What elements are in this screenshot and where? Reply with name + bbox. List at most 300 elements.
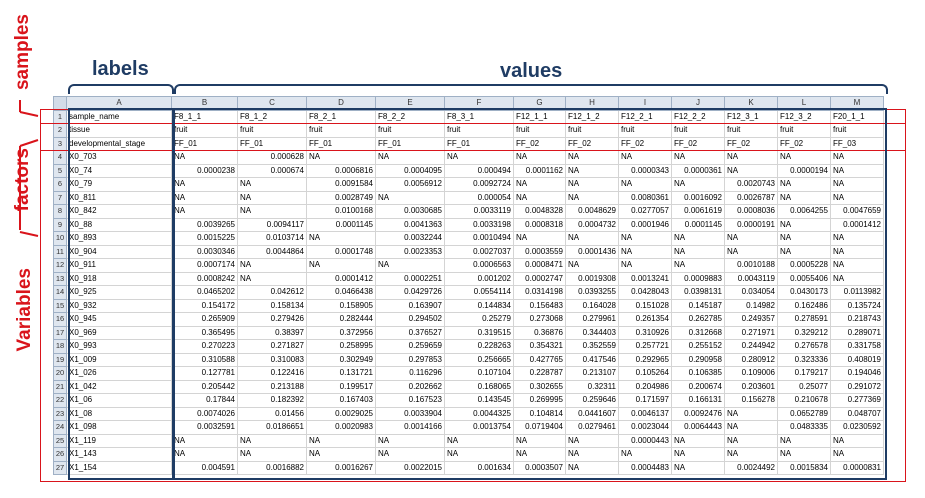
value-cell[interactable]: 0.319515: [445, 326, 514, 340]
value-cell[interactable]: 0.182392: [238, 394, 307, 408]
value-cell[interactable]: 0.004591: [172, 461, 238, 475]
row-label-cell[interactable]: X1_154: [67, 461, 172, 475]
value-cell[interactable]: NA: [514, 178, 566, 192]
value-cell[interactable]: NA: [778, 178, 831, 192]
value-cell[interactable]: FF_02: [778, 137, 831, 151]
row-header[interactable]: 22: [54, 394, 67, 408]
value-cell[interactable]: 0.048707: [831, 407, 884, 421]
row-label-cell[interactable]: X0_811: [67, 191, 172, 205]
value-cell[interactable]: 0.0033904: [376, 407, 445, 421]
value-cell[interactable]: 0.109006: [725, 367, 778, 381]
value-cell[interactable]: 0.0019308: [566, 272, 619, 286]
value-cell[interactable]: 0.0000343: [619, 164, 672, 178]
row-label-cell[interactable]: X0_74: [67, 164, 172, 178]
value-cell[interactable]: F8_2_1: [307, 110, 376, 124]
value-cell[interactable]: 0.0022015: [376, 461, 445, 475]
value-cell[interactable]: 0.0430173: [778, 286, 831, 300]
value-cell[interactable]: 0.276578: [778, 340, 831, 354]
value-cell[interactable]: NA: [172, 448, 238, 462]
value-cell[interactable]: 0.116296: [376, 367, 445, 381]
row-label-cell[interactable]: X1_06: [67, 394, 172, 408]
value-cell[interactable]: NA: [566, 434, 619, 448]
value-cell[interactable]: 0.257721: [619, 340, 672, 354]
value-cell[interactable]: 0.167403: [307, 394, 376, 408]
value-cell[interactable]: 0.25077: [778, 380, 831, 394]
value-cell[interactable]: NA: [514, 191, 566, 205]
column-header-f[interactable]: F: [445, 97, 514, 111]
value-cell[interactable]: 0.354321: [514, 340, 566, 354]
value-cell[interactable]: NA: [725, 164, 778, 178]
value-cell[interactable]: NA: [831, 259, 884, 273]
value-cell[interactable]: 0.329212: [778, 326, 831, 340]
value-cell[interactable]: 0.0030346: [172, 245, 238, 259]
row-label-cell[interactable]: X0_904: [67, 245, 172, 259]
value-cell[interactable]: 0.151028: [619, 299, 672, 313]
value-cell[interactable]: 0.0023044: [619, 421, 672, 435]
value-cell[interactable]: 0.0008318: [514, 218, 566, 232]
value-cell[interactable]: 0.105264: [619, 367, 672, 381]
value-cell[interactable]: NA: [307, 232, 376, 246]
value-cell[interactable]: 0.259646: [566, 394, 619, 408]
value-cell[interactable]: NA: [307, 259, 376, 273]
value-cell[interactable]: 0.0064443: [672, 421, 725, 435]
value-cell[interactable]: 0.0003559: [514, 245, 566, 259]
value-cell[interactable]: 0.36876: [514, 326, 566, 340]
value-cell[interactable]: NA: [778, 448, 831, 462]
value-cell[interactable]: NA: [778, 151, 831, 165]
value-cell[interactable]: 0.282444: [307, 313, 376, 327]
value-cell[interactable]: NA: [238, 434, 307, 448]
value-cell[interactable]: fruit: [778, 124, 831, 138]
row-header[interactable]: 23: [54, 407, 67, 421]
value-cell[interactable]: 0.0008471: [514, 259, 566, 273]
value-cell[interactable]: 0.0074026: [172, 407, 238, 421]
value-cell[interactable]: 0.271971: [725, 326, 778, 340]
row-label-cell[interactable]: X0_918: [67, 272, 172, 286]
row-header[interactable]: 6: [54, 178, 67, 192]
value-cell[interactable]: F12_2_1: [619, 110, 672, 124]
value-cell[interactable]: 0.000494: [445, 164, 514, 178]
value-cell[interactable]: NA: [238, 191, 307, 205]
value-cell[interactable]: 0.104814: [514, 407, 566, 421]
value-cell[interactable]: 0.302655: [514, 380, 566, 394]
value-cell[interactable]: 0.0277057: [619, 205, 672, 219]
value-cell[interactable]: 0.280912: [725, 353, 778, 367]
value-cell[interactable]: 0.0023353: [376, 245, 445, 259]
value-cell[interactable]: 0.32311: [566, 380, 619, 394]
value-cell[interactable]: 0.0026787: [725, 191, 778, 205]
value-cell[interactable]: 0.323336: [778, 353, 831, 367]
value-cell[interactable]: 0.0001412: [831, 218, 884, 232]
value-cell[interactable]: 0.0000443: [619, 434, 672, 448]
value-cell[interactable]: NA: [445, 434, 514, 448]
column-header-m[interactable]: M: [831, 97, 884, 111]
value-cell[interactable]: 0.310083: [238, 353, 307, 367]
value-cell[interactable]: 0.0008242: [172, 272, 238, 286]
value-cell[interactable]: 0.0001436: [566, 245, 619, 259]
value-cell[interactable]: 0.0024492: [725, 461, 778, 475]
value-cell[interactable]: 0.372956: [307, 326, 376, 340]
value-cell[interactable]: 0.310926: [619, 326, 672, 340]
value-cell[interactable]: 0.156278: [725, 394, 778, 408]
value-cell[interactable]: 0.289071: [831, 326, 884, 340]
value-cell[interactable]: 0.000628: [238, 151, 307, 165]
column-header-j[interactable]: J: [672, 97, 725, 111]
value-cell[interactable]: 0.352559: [566, 340, 619, 354]
row-header[interactable]: 27: [54, 461, 67, 475]
value-cell[interactable]: 0.265909: [172, 313, 238, 327]
value-cell[interactable]: NA: [514, 434, 566, 448]
row-label-cell[interactable]: tissue: [67, 124, 172, 138]
value-cell[interactable]: 0.000674: [238, 164, 307, 178]
value-cell[interactable]: NA: [672, 245, 725, 259]
value-cell[interactable]: FF_02: [672, 137, 725, 151]
value-cell[interactable]: NA: [307, 434, 376, 448]
value-cell[interactable]: fruit: [172, 124, 238, 138]
value-cell[interactable]: 0.408019: [831, 353, 884, 367]
value-cell[interactable]: 0.0010188: [725, 259, 778, 273]
row-label-cell[interactable]: X0_969: [67, 326, 172, 340]
value-cell[interactable]: 0.271827: [238, 340, 307, 354]
value-cell[interactable]: 0.0092476: [672, 407, 725, 421]
value-cell[interactable]: fruit: [238, 124, 307, 138]
row-label-cell[interactable]: X1_119: [67, 434, 172, 448]
value-cell[interactable]: 0.127781: [172, 367, 238, 381]
value-cell[interactable]: 0.0046137: [619, 407, 672, 421]
value-cell[interactable]: fruit: [514, 124, 566, 138]
value-cell[interactable]: 0.0016092: [672, 191, 725, 205]
row-header[interactable]: 2: [54, 124, 67, 138]
value-cell[interactable]: fruit: [445, 124, 514, 138]
value-cell[interactable]: fruit: [672, 124, 725, 138]
value-cell[interactable]: 0.158905: [307, 299, 376, 313]
value-cell[interactable]: 0.107104: [445, 367, 514, 381]
value-cell[interactable]: 0.042612: [238, 286, 307, 300]
value-cell[interactable]: 0.213107: [566, 367, 619, 381]
value-cell[interactable]: 0.0483335: [778, 421, 831, 435]
value-cell[interactable]: 0.0441607: [566, 407, 619, 421]
value-cell[interactable]: 0.244942: [725, 340, 778, 354]
value-cell[interactable]: 0.122416: [238, 367, 307, 381]
value-cell[interactable]: 0.0091584: [307, 178, 376, 192]
value-cell[interactable]: 0.213188: [238, 380, 307, 394]
value-cell[interactable]: 0.0652789: [778, 407, 831, 421]
value-cell[interactable]: 0.0000361: [672, 164, 725, 178]
value-cell[interactable]: F12_3_1: [725, 110, 778, 124]
value-cell[interactable]: 0.292965: [619, 353, 672, 367]
value-cell[interactable]: FF_02: [566, 137, 619, 151]
value-cell[interactable]: NA: [672, 448, 725, 462]
value-cell[interactable]: 0.365495: [172, 326, 238, 340]
value-cell[interactable]: FF_01: [376, 137, 445, 151]
value-cell[interactable]: 0.0033119: [445, 205, 514, 219]
row-label-cell[interactable]: developmental_stage: [67, 137, 172, 151]
value-cell[interactable]: NA: [172, 151, 238, 165]
value-cell[interactable]: NA: [238, 448, 307, 462]
value-cell[interactable]: NA: [238, 272, 307, 286]
value-cell[interactable]: NA: [778, 232, 831, 246]
value-cell[interactable]: 0.0719404: [514, 421, 566, 435]
value-cell[interactable]: 0.171597: [619, 394, 672, 408]
row-header[interactable]: 1: [54, 110, 67, 124]
row-label-cell[interactable]: X0_945: [67, 313, 172, 327]
value-cell[interactable]: NA: [566, 178, 619, 192]
value-cell[interactable]: 0.158134: [238, 299, 307, 313]
row-label-cell[interactable]: X0_893: [67, 232, 172, 246]
column-header-g[interactable]: G: [514, 97, 566, 111]
value-cell[interactable]: NA: [566, 461, 619, 475]
row-header[interactable]: 15: [54, 299, 67, 313]
value-cell[interactable]: 0.38397: [238, 326, 307, 340]
column-header-e[interactable]: E: [376, 97, 445, 111]
value-cell[interactable]: 0.203601: [725, 380, 778, 394]
row-label-cell[interactable]: X0_911: [67, 259, 172, 273]
value-cell[interactable]: 0.0100168: [307, 205, 376, 219]
value-cell[interactable]: 0.270223: [172, 340, 238, 354]
value-cell[interactable]: 0.204986: [619, 380, 672, 394]
value-cell[interactable]: NA: [619, 151, 672, 165]
value-cell[interactable]: 0.0429726: [376, 286, 445, 300]
row-header[interactable]: 7: [54, 191, 67, 205]
row-label-cell[interactable]: X0_79: [67, 178, 172, 192]
value-cell[interactable]: 0.0094117: [238, 218, 307, 232]
value-cell[interactable]: 0.228263: [445, 340, 514, 354]
row-label-cell[interactable]: X1_098: [67, 421, 172, 435]
value-cell[interactable]: 0.0032591: [172, 421, 238, 435]
row-label-cell[interactable]: X1_009: [67, 353, 172, 367]
value-cell[interactable]: NA: [566, 191, 619, 205]
value-cell[interactable]: FF_01: [238, 137, 307, 151]
value-cell[interactable]: NA: [672, 151, 725, 165]
value-cell[interactable]: 0.154172: [172, 299, 238, 313]
value-cell[interactable]: 0.0000191: [725, 218, 778, 232]
value-cell[interactable]: 0.0103714: [238, 232, 307, 246]
value-cell[interactable]: F12_3_2: [778, 110, 831, 124]
row-header[interactable]: 14: [54, 286, 67, 300]
value-cell[interactable]: 0.0466438: [307, 286, 376, 300]
value-cell[interactable]: 0.0002747: [514, 272, 566, 286]
row-header[interactable]: 21: [54, 380, 67, 394]
value-cell[interactable]: 0.0010494: [445, 232, 514, 246]
column-header-c[interactable]: C: [238, 97, 307, 111]
value-cell[interactable]: F12_1_2: [566, 110, 619, 124]
value-cell[interactable]: 0.164028: [566, 299, 619, 313]
value-cell[interactable]: NA: [376, 448, 445, 462]
value-cell[interactable]: NA: [725, 407, 778, 421]
value-cell[interactable]: 0.302949: [307, 353, 376, 367]
value-cell[interactable]: 0.0000238: [172, 164, 238, 178]
row-label-cell[interactable]: X1_08: [67, 407, 172, 421]
value-cell[interactable]: NA: [514, 232, 566, 246]
value-cell[interactable]: NA: [307, 448, 376, 462]
value-cell[interactable]: NA: [831, 164, 884, 178]
column-header-d[interactable]: D: [307, 97, 376, 111]
row-header[interactable]: 10: [54, 232, 67, 246]
spreadsheet-grid[interactable]: [53, 96, 884, 475]
column-header-i[interactable]: I: [619, 97, 672, 111]
value-cell[interactable]: FF_01: [307, 137, 376, 151]
value-cell[interactable]: NA: [619, 448, 672, 462]
value-cell[interactable]: 0.259659: [376, 340, 445, 354]
value-cell[interactable]: 0.106385: [672, 367, 725, 381]
value-cell[interactable]: NA: [238, 178, 307, 192]
value-cell[interactable]: 0.0047659: [831, 205, 884, 219]
value-cell[interactable]: NA: [831, 191, 884, 205]
value-cell[interactable]: 0.0008036: [725, 205, 778, 219]
value-cell[interactable]: fruit: [376, 124, 445, 138]
value-cell[interactable]: NA: [672, 434, 725, 448]
value-cell[interactable]: NA: [445, 448, 514, 462]
value-cell[interactable]: 0.0048629: [566, 205, 619, 219]
value-cell[interactable]: 0.163907: [376, 299, 445, 313]
value-cell[interactable]: 0.0043119: [725, 272, 778, 286]
row-label-cell[interactable]: X0_88: [67, 218, 172, 232]
value-cell[interactable]: 0.0013241: [619, 272, 672, 286]
value-cell[interactable]: 0.0003507: [514, 461, 566, 475]
value-cell[interactable]: 0.0013754: [445, 421, 514, 435]
value-cell[interactable]: 0.0015834: [778, 461, 831, 475]
value-cell[interactable]: NA: [672, 232, 725, 246]
value-cell[interactable]: F20_1_1: [831, 110, 884, 124]
row-label-cell[interactable]: X0_703: [67, 151, 172, 165]
value-cell[interactable]: fruit: [307, 124, 376, 138]
value-cell[interactable]: 0.294502: [376, 313, 445, 327]
value-cell[interactable]: NA: [725, 421, 778, 435]
value-cell[interactable]: NA: [672, 461, 725, 475]
value-cell[interactable]: 0.156483: [514, 299, 566, 313]
value-cell[interactable]: 0.310588: [172, 353, 238, 367]
value-cell[interactable]: 0.0465202: [172, 286, 238, 300]
value-cell[interactable]: 0.0020983: [307, 421, 376, 435]
value-cell[interactable]: 0.0009883: [672, 272, 725, 286]
value-cell[interactable]: 0.144834: [445, 299, 514, 313]
value-cell[interactable]: 0.376527: [376, 326, 445, 340]
row-label-cell[interactable]: X0_993: [67, 340, 172, 354]
row-header[interactable]: 13: [54, 272, 67, 286]
value-cell[interactable]: NA: [566, 151, 619, 165]
value-cell[interactable]: 0.278591: [778, 313, 831, 327]
value-cell[interactable]: NA: [376, 434, 445, 448]
value-cell[interactable]: 0.0230592: [831, 421, 884, 435]
value-cell[interactable]: 0.0000194: [778, 164, 831, 178]
value-cell[interactable]: NA: [725, 448, 778, 462]
value-cell[interactable]: 0.0055406: [778, 272, 831, 286]
value-cell[interactable]: 0.0064255: [778, 205, 831, 219]
value-cell[interactable]: NA: [831, 232, 884, 246]
value-cell[interactable]: NA: [376, 151, 445, 165]
value-cell[interactable]: 0.277369: [831, 394, 884, 408]
value-cell[interactable]: 0.034054: [725, 286, 778, 300]
value-cell[interactable]: 0.256665: [445, 353, 514, 367]
value-cell[interactable]: 0.417546: [566, 353, 619, 367]
value-cell[interactable]: 0.143545: [445, 394, 514, 408]
value-cell[interactable]: 0.210678: [778, 394, 831, 408]
value-cell[interactable]: 0.0393255: [566, 286, 619, 300]
value-cell[interactable]: NA: [672, 259, 725, 273]
value-cell[interactable]: NA: [725, 245, 778, 259]
row-header[interactable]: 16: [54, 313, 67, 327]
value-cell[interactable]: 0.279426: [238, 313, 307, 327]
value-cell[interactable]: FF_03: [831, 137, 884, 151]
row-label-cell[interactable]: X1_042: [67, 380, 172, 394]
value-cell[interactable]: NA: [831, 448, 884, 462]
column-header-k[interactable]: K: [725, 97, 778, 111]
value-cell[interactable]: 0.427765: [514, 353, 566, 367]
value-cell[interactable]: 0.0005228: [778, 259, 831, 273]
value-cell[interactable]: NA: [566, 259, 619, 273]
value-cell[interactable]: 0.0092724: [445, 178, 514, 192]
row-header[interactable]: 3: [54, 137, 67, 151]
value-cell[interactable]: 0.0006816: [307, 164, 376, 178]
value-cell[interactable]: 0.0314198: [514, 286, 566, 300]
value-cell[interactable]: NA: [831, 272, 884, 286]
value-cell[interactable]: 0.0113982: [831, 286, 884, 300]
value-cell[interactable]: 0.001634: [445, 461, 514, 475]
value-cell[interactable]: NA: [831, 434, 884, 448]
value-cell[interactable]: NA: [172, 191, 238, 205]
value-cell[interactable]: 0.001202: [445, 272, 514, 286]
value-cell[interactable]: NA: [172, 178, 238, 192]
value-cell[interactable]: 0.291072: [831, 380, 884, 394]
value-cell[interactable]: F12_1_1: [514, 110, 566, 124]
value-cell[interactable]: 0.145187: [672, 299, 725, 313]
value-cell[interactable]: NA: [619, 232, 672, 246]
value-cell[interactable]: 0.0048328: [514, 205, 566, 219]
value-cell[interactable]: fruit: [566, 124, 619, 138]
value-cell[interactable]: NA: [619, 178, 672, 192]
value-cell[interactable]: NA: [778, 218, 831, 232]
value-cell[interactable]: 0.0186651: [238, 421, 307, 435]
value-cell[interactable]: FF_01: [172, 137, 238, 151]
value-cell[interactable]: NA: [672, 178, 725, 192]
value-cell[interactable]: 0.0080361: [619, 191, 672, 205]
value-cell[interactable]: NA: [725, 232, 778, 246]
value-cell[interactable]: 0.228787: [514, 367, 566, 381]
value-cell[interactable]: NA: [619, 245, 672, 259]
value-cell[interactable]: 0.179217: [778, 367, 831, 381]
value-cell[interactable]: 0.0554114: [445, 286, 514, 300]
value-cell[interactable]: F8_1_1: [172, 110, 238, 124]
value-cell[interactable]: NA: [376, 259, 445, 273]
value-cell[interactable]: 0.261354: [619, 313, 672, 327]
value-cell[interactable]: F8_3_1: [445, 110, 514, 124]
value-cell[interactable]: fruit: [619, 124, 672, 138]
value-cell[interactable]: 0.0033198: [445, 218, 514, 232]
value-cell[interactable]: 0.0398131: [672, 286, 725, 300]
value-cell[interactable]: FF_02: [619, 137, 672, 151]
value-cell[interactable]: 0.200674: [672, 380, 725, 394]
value-cell[interactable]: 0.0279461: [566, 421, 619, 435]
value-cell[interactable]: 0.0056912: [376, 178, 445, 192]
value-cell[interactable]: 0.17844: [172, 394, 238, 408]
column-header-a[interactable]: A: [67, 97, 172, 111]
value-cell[interactable]: 0.273068: [514, 313, 566, 327]
value-cell[interactable]: 0.0014166: [376, 421, 445, 435]
value-cell[interactable]: F8_1_2: [238, 110, 307, 124]
value-cell[interactable]: NA: [831, 178, 884, 192]
row-label-cell[interactable]: X1_143: [67, 448, 172, 462]
value-cell[interactable]: 0.0001946: [619, 218, 672, 232]
value-cell[interactable]: NA: [172, 434, 238, 448]
row-label-cell[interactable]: X0_925: [67, 286, 172, 300]
value-cell[interactable]: 0.344403: [566, 326, 619, 340]
select-all-corner[interactable]: [54, 97, 67, 111]
value-cell[interactable]: 0.258995: [307, 340, 376, 354]
value-cell[interactable]: 0.0001748: [307, 245, 376, 259]
value-cell[interactable]: 0.279961: [566, 313, 619, 327]
value-cell[interactable]: 0.0016267: [307, 461, 376, 475]
value-cell[interactable]: 0.297853: [376, 353, 445, 367]
